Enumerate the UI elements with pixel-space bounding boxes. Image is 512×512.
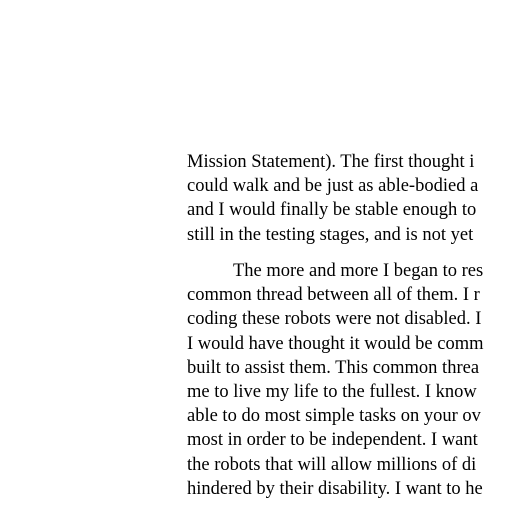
text-line-indented: The more and more I began to res bbox=[233, 261, 484, 281]
paragraph-1 bbox=[187, 150, 512, 247]
text-line: able to do most simple tasks on your ov bbox=[187, 406, 481, 427]
text-line: could walk and be just as able-bodied a bbox=[187, 176, 479, 197]
paragraph-2 bbox=[187, 259, 512, 501]
text-line: still in the testing stages, and is not yet bbox=[187, 224, 474, 245]
text-line: the robots that will allow millions of di bbox=[187, 454, 477, 475]
text-line: and I would finally be stable enough to bbox=[187, 200, 477, 221]
text-line: Mission Statement). The first thought i bbox=[187, 152, 475, 172]
text-line: common thread between all of them. I r bbox=[187, 285, 480, 306]
text-line: I would have thought it would be comm bbox=[187, 333, 484, 354]
text-line: built to assist them. This common threa bbox=[187, 357, 480, 378]
text-line: hindered by their disability. I want to he bbox=[187, 478, 483, 499]
text-line: coding these robots were not disabled. I bbox=[187, 309, 482, 330]
text-line: me to live my life to the fullest. I know bbox=[187, 381, 477, 402]
text-line: most in order to be independent. I want bbox=[187, 430, 478, 451]
